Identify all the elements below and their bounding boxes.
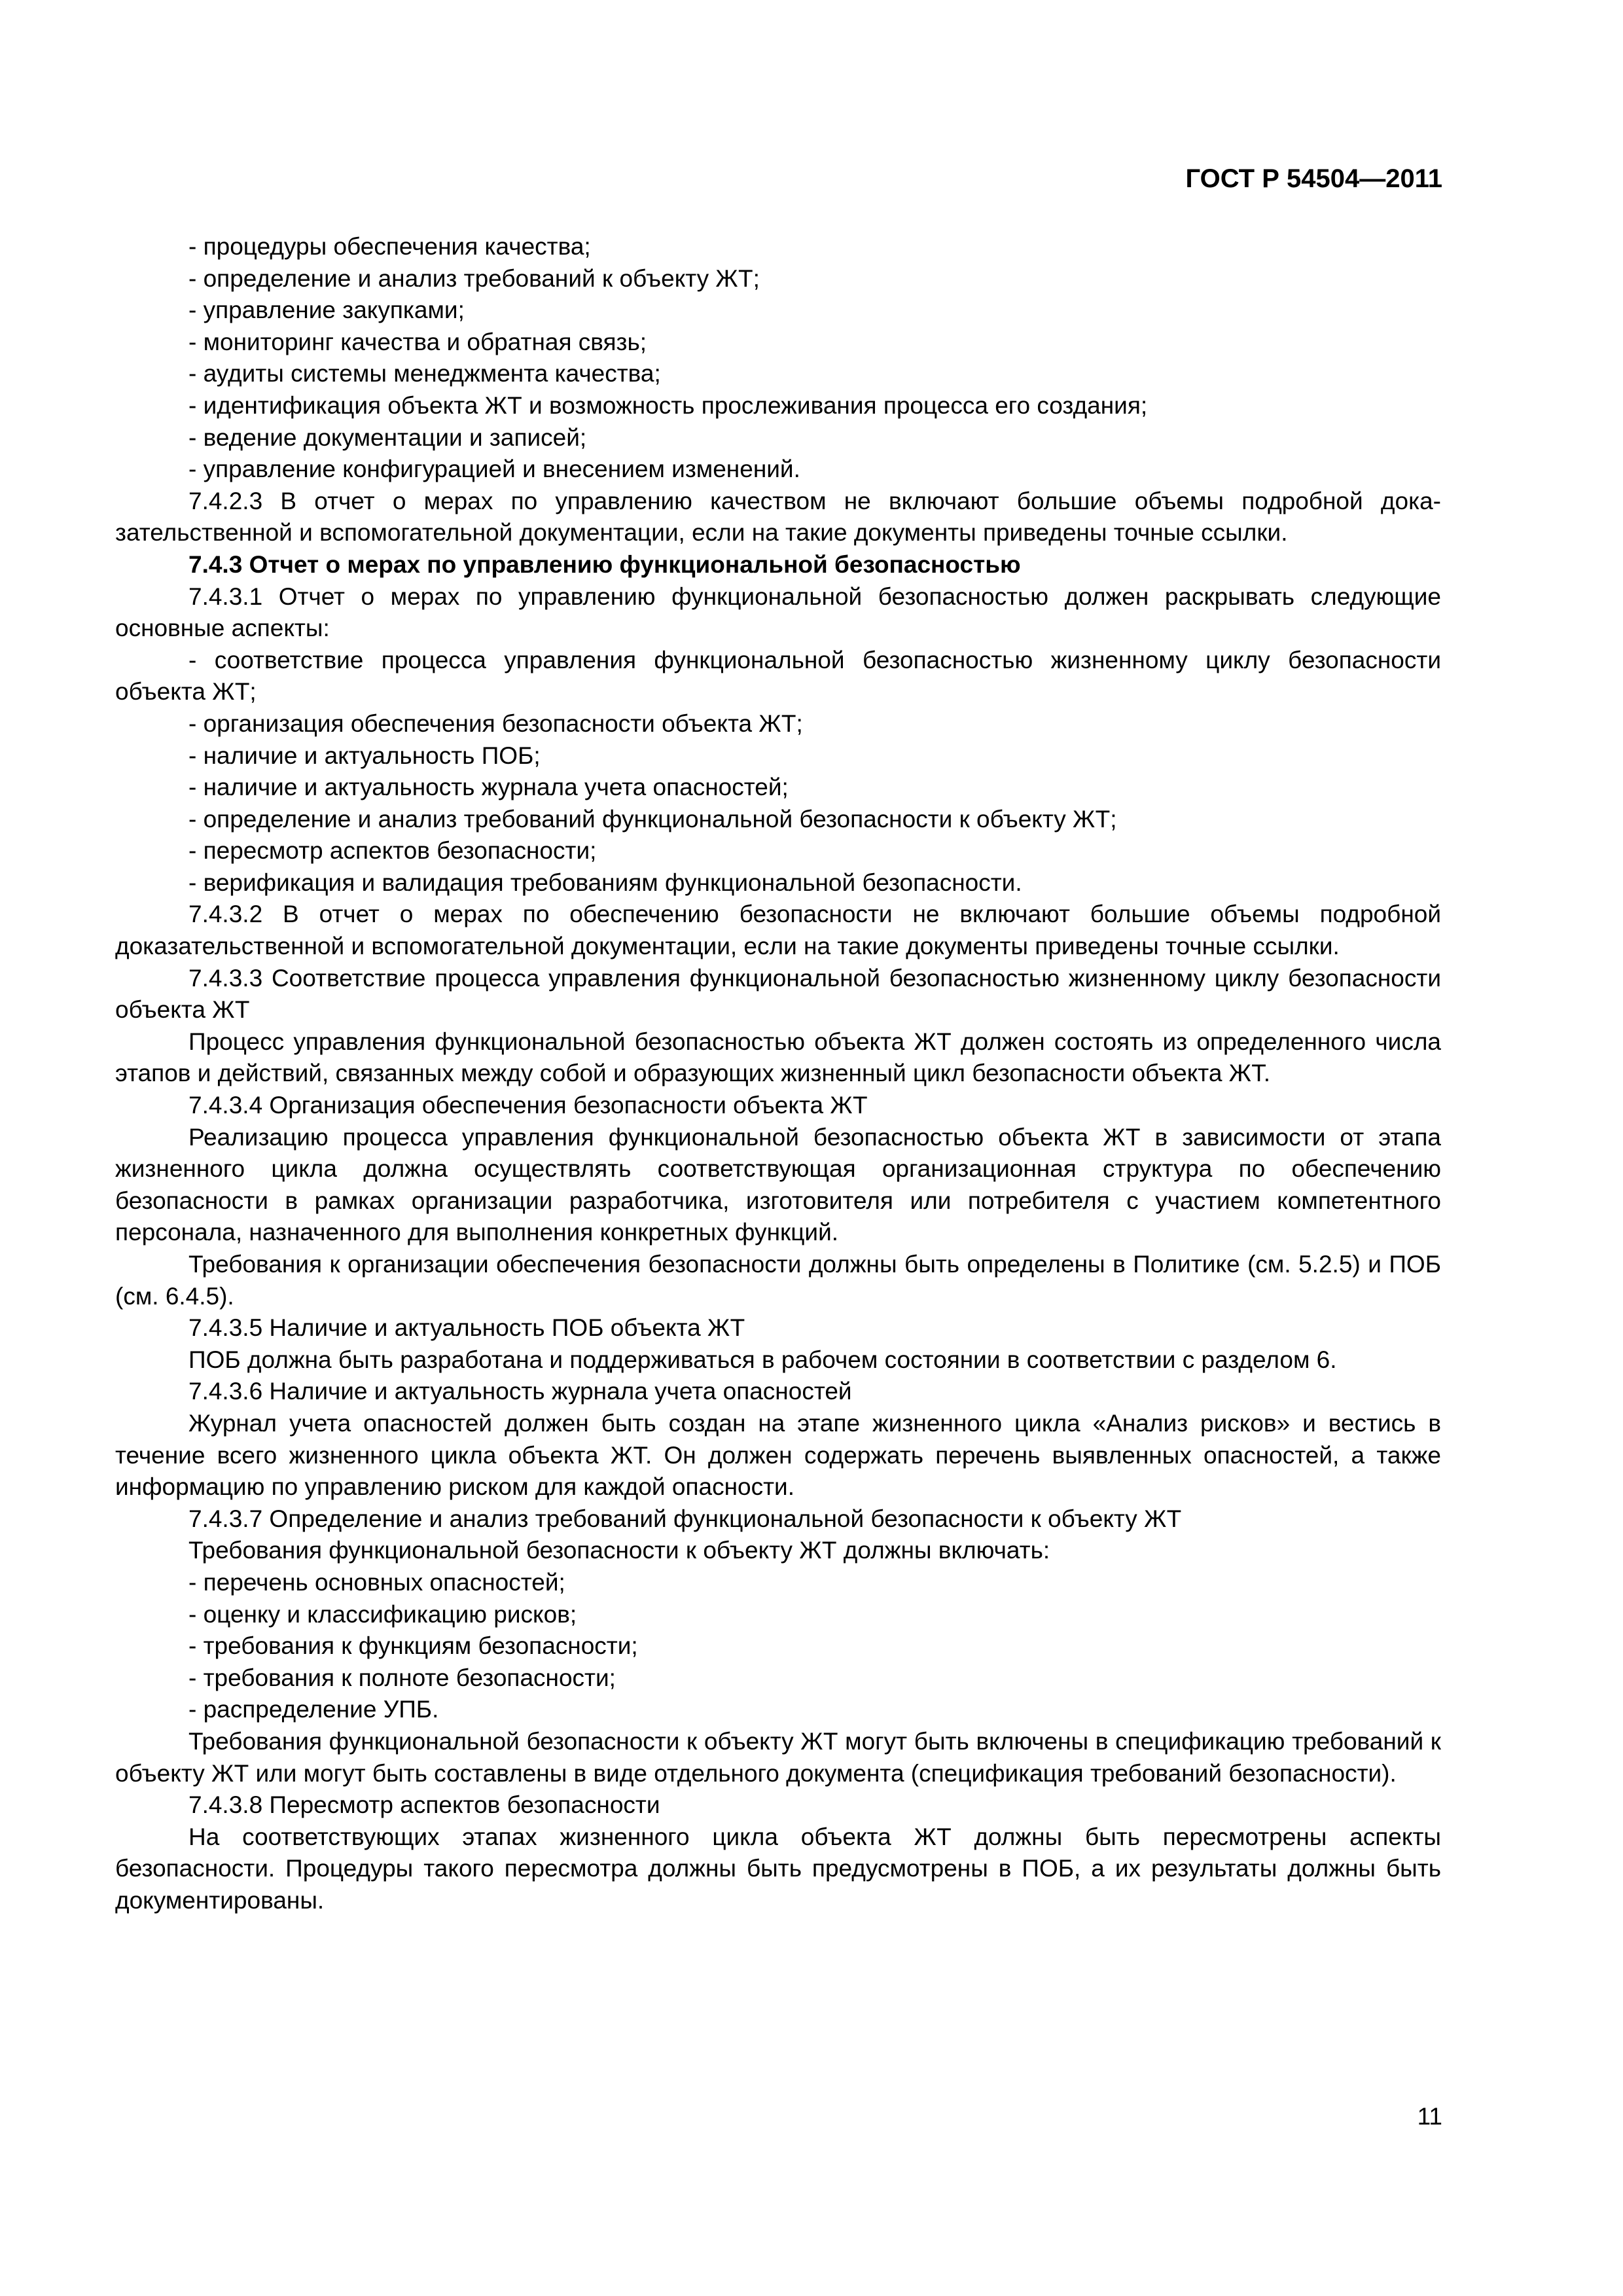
paragraph: Требования к организации обеспечения безопасности должны быть определены в Политике (см. 5.2.5) и ПОБ (см. 6.4.5).: [115, 1251, 1441, 1310]
list-item: - оценку и классификацию рисков;: [188, 1600, 577, 1628]
list-item: - наличие и актуальность ПОБ;: [188, 742, 541, 769]
list-item: - требования к функциям безопасности;: [188, 1632, 638, 1660]
list-item: - процедуры обеспечения качества;: [188, 233, 591, 260]
standard-designation: ГОСТ Р 54504—2011: [1185, 164, 1442, 193]
paragraph: Процесс управления функциональной безопасностью объекта ЖТ должен состоять из определенного числа этапов и действий, связанных между собой и образующих жизненный цикл безопасности объекта ЖТ.: [115, 1028, 1441, 1087]
list-item: - управление конфигурацией и внесением изменений.: [188, 456, 800, 483]
section-heading: 7.4.3 Отчет о мерах по управлению функциональной безопасностью: [188, 550, 1021, 578]
paragraph: - соответствие процесса управления функциональной безопасностью жизненному циклу безопасности объекта ЖТ;: [115, 646, 1441, 706]
paragraph: 7.4.2.3 В отчет о мерах по управлению качеством не включают большие объемы подробной доказательственной и вспомогательной документации, если на такие документы приведены точные ссылки.: [115, 487, 1441, 547]
list-item: - аудиты системы менеджмента качества;: [188, 360, 661, 387]
list-item: - распределение УПБ.: [188, 1696, 439, 1723]
document-body: [115, 231, 1441, 1916]
list-item: - идентификация объекта ЖТ и возможность прослеживания процесса его создания;: [188, 391, 1148, 419]
list-item: - верификация и валидация требованиям функциональной безопасности.: [188, 869, 1022, 896]
list-item: - организация обеспечения безопасности объекта ЖТ;: [188, 709, 803, 737]
list-item: - ведение документации и записей;: [188, 423, 587, 451]
list-item: - перечень основных опасностей;: [188, 1568, 565, 1596]
list-item: - наличие и актуальность журнала учета опасностей;: [188, 774, 789, 801]
paragraph: Реализацию процесса управления функциональной безопасностью объекта ЖТ в зависимости от этапа жизненного цикла должна осуществлять соответствующая организационная структура по обеспечению безопасности в рамках организации разработчика, изготовителя или потребителя с участием компетентного персонала, назначенного для выполнения конкретных функций.: [115, 1123, 1441, 1246]
list-item: - управление закупками;: [188, 296, 465, 324]
list-item: - определение и анализ требований функциональной безопасности к объекту ЖТ;: [188, 805, 1117, 833]
list-item: 7.4.3.5 Наличие и актуальность ПОБ объекта ЖТ: [188, 1314, 745, 1342]
page-number: 11: [1417, 2103, 1442, 2130]
paragraph: ПОБ должна быть разработана и поддерживаться в рабочем состоянии в соответствии с разделом 6.: [188, 1346, 1337, 1373]
paragraph: 7.4.3.2 В отчет о мерах по обеспечению безопасности не включают большие объемы подробной доказательственной и вспомогательной документации, если на такие документы приведены точные ссылки.: [115, 901, 1441, 960]
list-item: 7.4.3.4 Организация обеспечения безопасности объекта ЖТ: [188, 1092, 868, 1119]
list-item: Требования функциональной безопасности к объекту ЖТ должны включать:: [188, 1537, 1050, 1564]
paragraph: 7.4.3.3 Соответствие процесса управления функциональной безопасностью жизненному циклу безопасности объекта ЖТ: [115, 964, 1441, 1024]
paragraph: Требования функциональной безопасности к объекту ЖТ могут быть включены в спецификацию требований к объекту ЖТ или могут быть составлены в виде отдельного документа (спецификация требований безопасности).: [115, 1727, 1441, 1787]
list-item: - требования к полноте безопасности;: [188, 1664, 616, 1691]
list-item: 7.4.3.7 Определение и анализ требований функциональной безопасности к объекту ЖТ: [188, 1505, 1182, 1532]
list-item: - определение и анализ требований к объекту ЖТ;: [188, 264, 760, 292]
list-item: 7.4.3.8 Пересмотр аспектов безопасности: [188, 1791, 660, 1819]
paragraph: 7.4.3.1 Отчет о мерах по управлению функциональной безопасностью должен раскрывать следующие основные аспекты:: [115, 583, 1441, 642]
list-item: - пересмотр аспектов безопасности;: [188, 837, 597, 865]
list-item: - мониторинг качества и обратная связь;: [188, 328, 647, 355]
paragraph: Журнал учета опасностей должен быть создан на этапе жизненного цикла «Анализ рисков» и вестись в течение всего жизненного цикла объекта ЖТ. Он должен содержать перечень выявленных опасностей, а также информацию по управлению риском для каждой опасности.: [115, 1409, 1441, 1501]
paragraph: На соответствующих этапах жизненного цикла объекта ЖТ должны быть пересмотрены аспекты безопасности. Процедуры такого пересмотра должны быть предусмотрены в ПОБ, а их результаты должны быть документированы.: [115, 1823, 1441, 1914]
list-item: 7.4.3.6 Наличие и актуальность журнала учета опасностей: [188, 1378, 852, 1405]
